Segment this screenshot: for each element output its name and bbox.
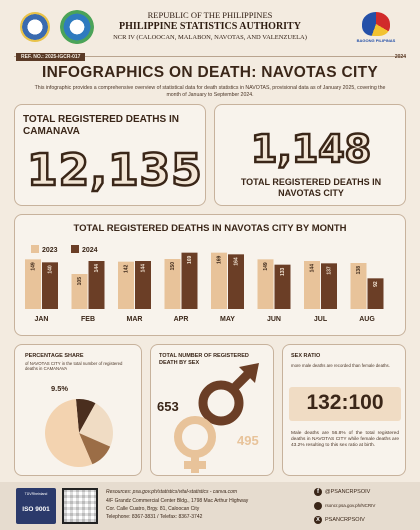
sex-ratio-card	[282, 344, 406, 476]
bar-value-label: 133	[279, 267, 286, 277]
female-count: 495	[237, 433, 259, 448]
tick-label-jan: JAN	[34, 316, 49, 323]
ratio-title: SEX RATIO	[291, 353, 321, 359]
bar-value-label: 164	[233, 257, 240, 266]
pie-label: 9.5%	[51, 384, 69, 393]
bar-value-label: 149	[262, 262, 269, 271]
ratio-subtitle: more male deaths are recorded than female deaths.	[291, 363, 390, 368]
tick-label-mar: MAR	[126, 316, 143, 323]
navotas-value: 1,148	[250, 127, 372, 171]
footer-address1: 4/F Grandz Commercial Center Bldg., 1798 Mac Arthur Highway	[106, 498, 249, 504]
header-year: 2024	[394, 54, 406, 60]
region-text: NCR IV (CALOOCAN, MALABON, NAVOTAS, AND VALENZUELA)	[113, 34, 307, 41]
pie-title: PERCENTAGE SHARE	[25, 353, 84, 359]
sex-symbols	[151, 345, 275, 477]
legend-swatch-2023	[31, 245, 39, 253]
bar-value-label: 138	[355, 266, 362, 275]
iso-top-text: TÜVRheinland	[24, 492, 48, 496]
sex-card	[150, 344, 274, 476]
legend-label-2024: 2024	[82, 247, 98, 254]
tick-label-jun: JUN	[266, 316, 282, 323]
camanava-label: TOTAL REGISTERED DEATHS IN CAMANAVA	[23, 114, 179, 137]
footer	[0, 482, 420, 530]
bar-value-label: 105	[76, 277, 83, 286]
legend-label-2023: 2023	[42, 247, 58, 254]
qr-code-icon	[62, 488, 98, 524]
footer-address2: Cor. Calle Cuatro, Brgy. 81, Caloocan City	[106, 506, 200, 512]
twitter-handle[interactable]: PSANCRPSOIV	[325, 517, 365, 523]
male-symbol-icon	[203, 363, 259, 421]
page-title: INFOGRAPHICS ON DEATH: NAVOTAS CITY	[42, 64, 378, 81]
male-count: 653	[157, 399, 179, 414]
monthly-bar-chart	[15, 215, 405, 335]
ratio-value: 132:100	[306, 391, 384, 414]
bar-value-label: 149	[30, 262, 37, 271]
iso-text: ISO 9001	[22, 506, 50, 513]
facebook-icon[interactable]: f	[314, 488, 322, 496]
ratio-note: Male deaths are 56.8% of the total registered deaths in NAVOTAS CITY while female deaths are 43.2% resulting to this sex ratio at birth.	[291, 431, 399, 448]
female-symbol-icon	[178, 420, 212, 473]
tick-label-feb: FEB	[81, 316, 95, 323]
bar-value-label: 169	[186, 255, 193, 265]
bar-value-label: 144	[309, 264, 316, 273]
legend-swatch-2024	[71, 245, 79, 253]
website-link[interactable]: rsoncr.psa.gov.ph/NCRIV	[325, 503, 376, 508]
ref-number: REF. NO.: 2025-IGCR-017	[16, 53, 85, 61]
sex-title: TOTAL NUMBER OF REGISTERED DEATH BY SEX	[159, 353, 249, 366]
navotas-label: TOTAL REGISTERED DEATHS IN NAVOTAS CITY	[240, 177, 382, 198]
bar-value-label: 142	[123, 264, 130, 274]
monthly-chart-card	[14, 214, 406, 336]
facebook-handle[interactable]: @PSANCRPSOIV	[325, 489, 371, 495]
web-icon[interactable]	[314, 502, 322, 510]
agency-name: PHILIPPINE STATISTICS AUTHORITY	[119, 21, 301, 32]
republic-text: REPUBLIC OF THE PHILIPPINES	[147, 10, 273, 20]
tick-label-apr: APR	[173, 316, 189, 323]
bar-value-label: 169	[216, 255, 223, 265]
percentage-card	[14, 344, 142, 476]
navotas-card	[214, 104, 406, 206]
bar-value-label: 140	[47, 265, 54, 274]
footer-phone: Telephone: 8367-3831 / Telefax: 8367-3742	[106, 514, 203, 520]
twitter-icon[interactable]: X	[314, 516, 322, 524]
tick-label-jul: JUL	[313, 316, 328, 323]
chart-title: TOTAL REGISTERED DEATHS IN NAVOTAS CITY BY MONTH	[73, 223, 347, 234]
tick-label-may: MAY	[220, 316, 235, 323]
page-description: This infographic provides a comprehensive overview of statistical data for death statistics in NAVOTAS, provisional data as of January 2025, covering the month of January to September 2024.	[34, 85, 386, 98]
tick-label-aug: AUG	[359, 316, 375, 323]
bar-value-label: 137	[326, 266, 333, 275]
bagong-pilipinas-text: BAGONG PILIPINAS	[356, 38, 396, 43]
bar-value-label: 150	[169, 262, 176, 271]
footer-resources: Resources: psa.gov.ph/statistics/vital-statistics - canva.com	[106, 489, 238, 495]
bar-value-label: 144	[93, 264, 100, 273]
bar-value-label: 144	[140, 264, 147, 273]
camanava-value: 12,135	[27, 145, 203, 196]
pie-subtitle: of NAVOTAS CITY in the total number of registered deaths in CAMANAVA	[25, 361, 123, 371]
camanava-card	[14, 104, 206, 206]
percentage-pie-chart	[15, 345, 143, 477]
bar-value-label: 92	[372, 281, 379, 287]
